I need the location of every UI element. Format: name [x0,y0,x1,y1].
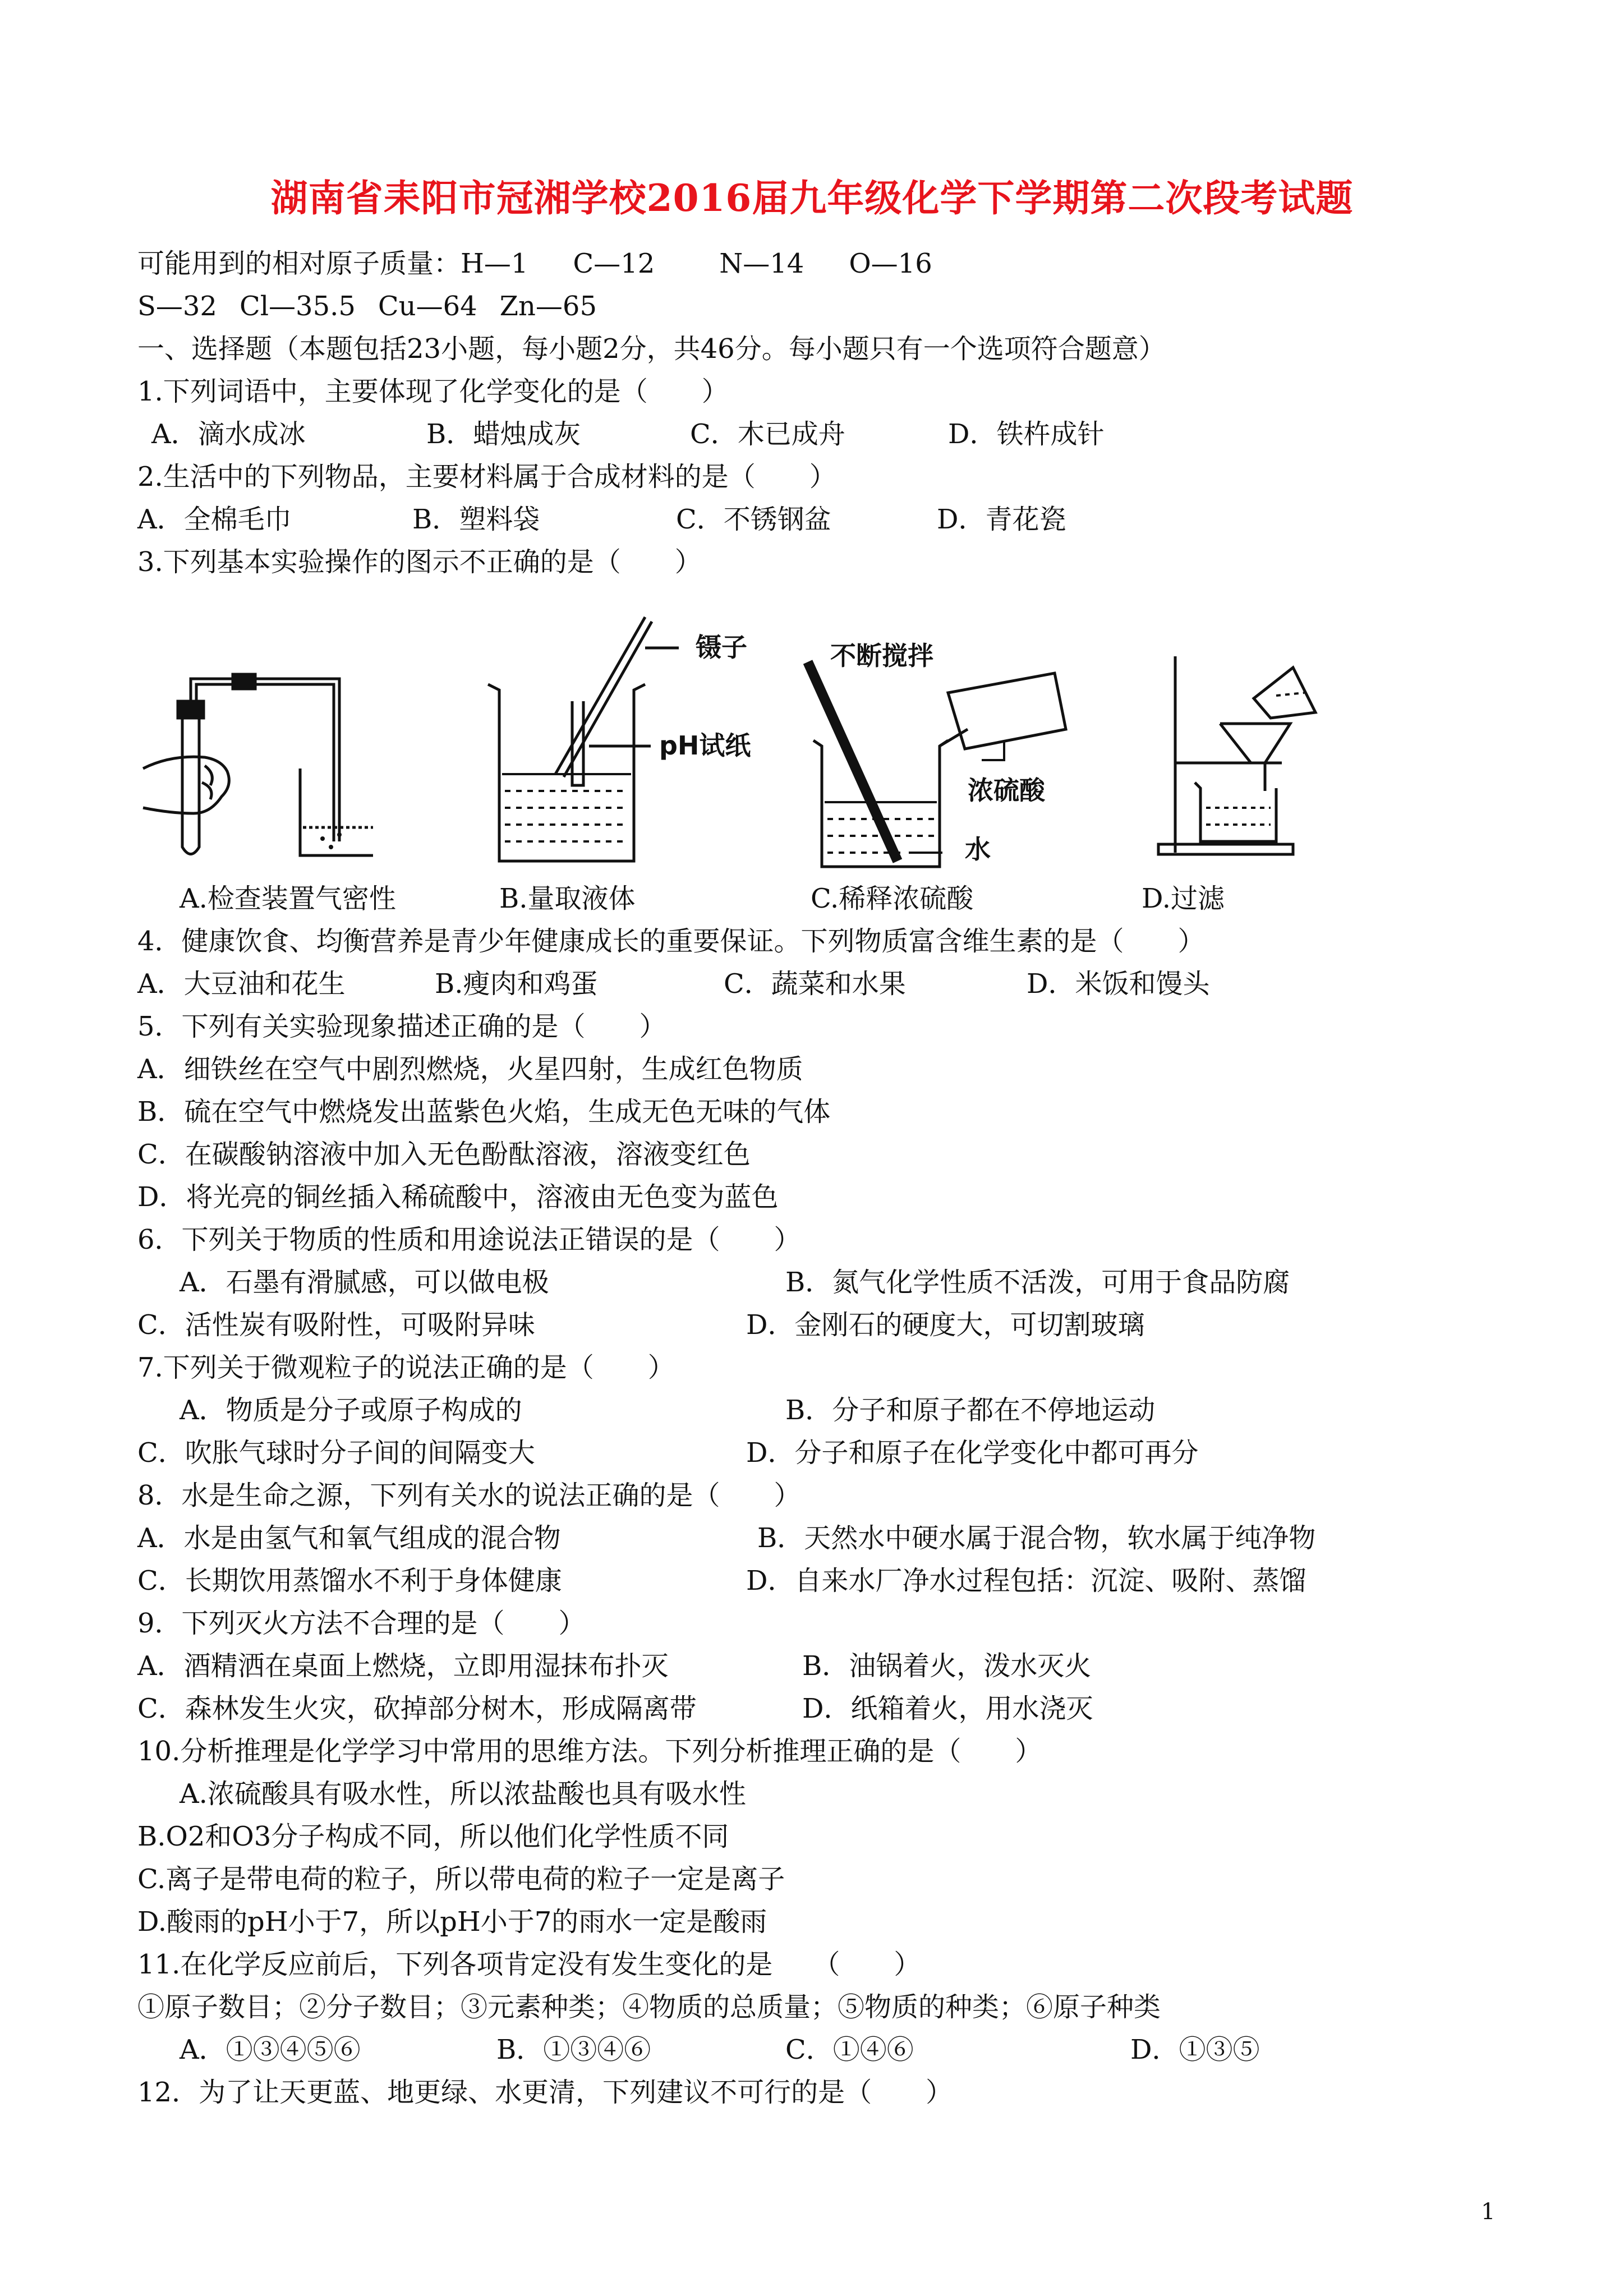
question-9-option-a: A．酒精洒在桌面上燃烧，立即用湿抹布扑灭 [137,1650,669,1682]
page-title: 湖南省耒阳市冠湘学校2016届九年级化学下学期第二次段考试题 [270,176,1354,220]
label-ph-paper: pH试纸 [659,730,751,761]
option-d: D．米饭和馒头 [1027,968,1210,1000]
question-4-options [137,967,1210,1001]
option-b: B．蜡烛成灰 [426,418,581,450]
section-heading: 一、选择题（本题包括23小题，每小题2分，共46分。每小题只有一个选项符合题意） [137,333,1166,365]
question-5-option-c: C．在碳酸钠溶液中加入无色酚酞溶液，溶液变红色 [137,1139,751,1170]
question-7-stem: 7.下列关于微观粒子的说法正确的是（ ） [137,1352,675,1383]
question-10-option-d: D.酸雨的pH小于7，所以pH小于7的雨水一定是酸雨 [137,1906,767,1938]
option-b: B.瘦肉和鸡蛋 [435,968,598,1000]
question-10-option-a: A.浓硫酸具有吸水性，所以浓盐酸也具有吸水性 [180,1778,746,1810]
option-a: A.检查装置气密性 [180,883,396,914]
label-water: 水 [965,834,991,864]
option-d: D.过滤 [1142,883,1225,914]
mass-c: C—12 [573,248,655,279]
atomic-mass-row-2 [137,289,597,323]
question-2-stem: 2.生活中的下列物品，主要材料属于合成材料的是（ ） [137,461,836,493]
question-3-stem: 3.下列基本实验操作的图示不正确的是（ ） [137,546,702,578]
question-12-stem: 12．为了让天更蓝、地更绿、水更清，下列建议不可行的是（ ） [137,2077,953,2108]
question-10-option-b: B.O2和O3分子构成不同，所以他们化学性质不同 [137,1821,729,1852]
figure-airtightness-check [137,645,373,864]
question-6-option-c: C．活性炭有吸附性，可吸附异味 [137,1309,535,1341]
figure-filtration [1153,645,1344,858]
question-10-stem: 10.分析推理是化学学习中常用的思维方法。下列分析推理正确的是（ ） [137,1736,1042,1767]
option-d: D．青花瓷 [937,504,1066,535]
question-8-option-b: B．天然水中硬水属于混合物，软水属于纯净物 [757,1522,1316,1554]
question-4-stem: 4．健康饮食、均衡营养是青少年健康成长的重要保证。下列物质富含维生素的是（ ） [137,926,1205,957]
question-9-option-b: B．油锅着火，泼水灭火 [802,1650,1092,1682]
question-5-option-d: D．将光亮的铜丝插入稀硫酸中，溶液由无色变为蓝色 [137,1181,779,1213]
question-11-note: ①原子数目；②分子数目；③元素种类；④物质的总质量；⑤物质的种类；⑥原子种类 [137,1991,1161,2023]
mass-o: O—16 [849,248,932,279]
option-c: C．蔬菜和水果 [724,968,906,1000]
question-6-stem: 6．下列关于物质的性质和用途说法正错误的是（ ） [137,1224,801,1255]
question-9-option-d: D．纸箱着火，用水浇灭 [802,1693,1093,1724]
question-10-option-c: C.离子是带电荷的粒子，所以带电荷的粒子一定是离子 [137,1864,785,1895]
question-1-options [151,417,1105,451]
option-c: C.稀释浓硫酸 [811,883,974,914]
question-7-option-c: C．吹胀气球时分子间的间隔变大 [137,1437,535,1469]
label-stir: 不断搅拌 [830,641,933,671]
option-a: A．滴水成冰 [151,418,306,450]
page-number: 1 [1481,2199,1496,2225]
mass-n: N—14 [719,248,804,279]
mass-cl: Cl—35.5 [239,291,356,322]
mass-cu: Cu—64 [378,291,477,322]
option-b: B.量取液体 [499,883,636,914]
option-c: C．不锈钢盆 [676,504,831,535]
question-6-option-b: B．氮气化学性质不活泼，可用于食品防腐 [785,1267,1290,1298]
figure-ph-test [466,606,802,875]
mass-zn: Zn—65 [499,291,597,322]
question-3-options [180,882,1225,915]
option-c: C．木已成舟 [690,418,845,450]
option-c: C．①④⑥ [785,2034,914,2065]
question-2-options [137,503,1066,536]
atomic-mass-row-1 [137,247,932,280]
question-6-option-d: D．金刚石的硬度大，可切割玻璃 [746,1309,1145,1341]
option-a: A．①③④⑤⑥ [180,2034,361,2065]
question-11-stem: 11.在化学反应前后，下列各项肯定没有发生变化的是 （ ） [137,1949,921,1980]
question-6-option-a: A．石墨有滑腻感，可以做电极 [180,1267,549,1298]
question-8-option-a: A．水是由氢气和氧气组成的混合物 [137,1522,561,1554]
question-7-option-a: A．物质是分子或原子构成的 [180,1395,522,1426]
question-9-option-c: C．森林发生火灾，砍掉部分树木，形成隔离带 [137,1693,697,1724]
option-a: A．大豆油和花生 [137,968,346,1000]
option-b: B．塑料袋 [412,504,540,535]
option-d: D．铁杵成针 [948,418,1105,450]
option-a: A．全棉毛巾 [137,504,292,535]
question-1-stem: 1.下列词语中，主要体现了化学变化的是（ ） [137,376,729,407]
option-d: D．①③⑤ [1130,2034,1260,2065]
question-8-stem: 8．水是生命之源，下列有关水的说法正确的是（ ） [137,1480,801,1511]
question-7-option-d: D．分子和原子在化学变化中都可再分 [746,1437,1199,1469]
label-tweezers: 镊子 [696,632,747,662]
question-7-option-b: B．分子和原子都在不停地运动 [785,1395,1156,1426]
atomic-mass-prefix: 可能用到的相对原子质量： [137,248,461,279]
mass-s: S—32 [137,291,217,322]
question-5-option-b: B．硫在空气中燃烧发出蓝紫色火焰，生成无色无味的气体 [137,1096,831,1128]
question-9-stem: 9．下列灭火方法不合理的是（ ） [137,1608,586,1639]
figure-dilute-acid [802,639,1116,881]
question-8-option-d: D．自来水厂净水过程包括：沉淀、吸附、蒸馏 [746,1565,1306,1596]
question-5-option-a: A．细铁丝在空气中剧烈燃烧，火星四射，生成红色物质 [137,1053,803,1085]
question-8-option-c: C．长期饮用蒸馏水不利于身体健康 [137,1565,562,1596]
question-11-options [180,2033,1260,2067]
option-b: B．①③④⑥ [496,2034,651,2065]
question-5-stem: 5．下列有关实验现象描述正确的是（ ） [137,1011,666,1042]
label-conc-acid: 浓硫酸 [968,775,1045,806]
mass-h: H—1 [461,248,528,279]
